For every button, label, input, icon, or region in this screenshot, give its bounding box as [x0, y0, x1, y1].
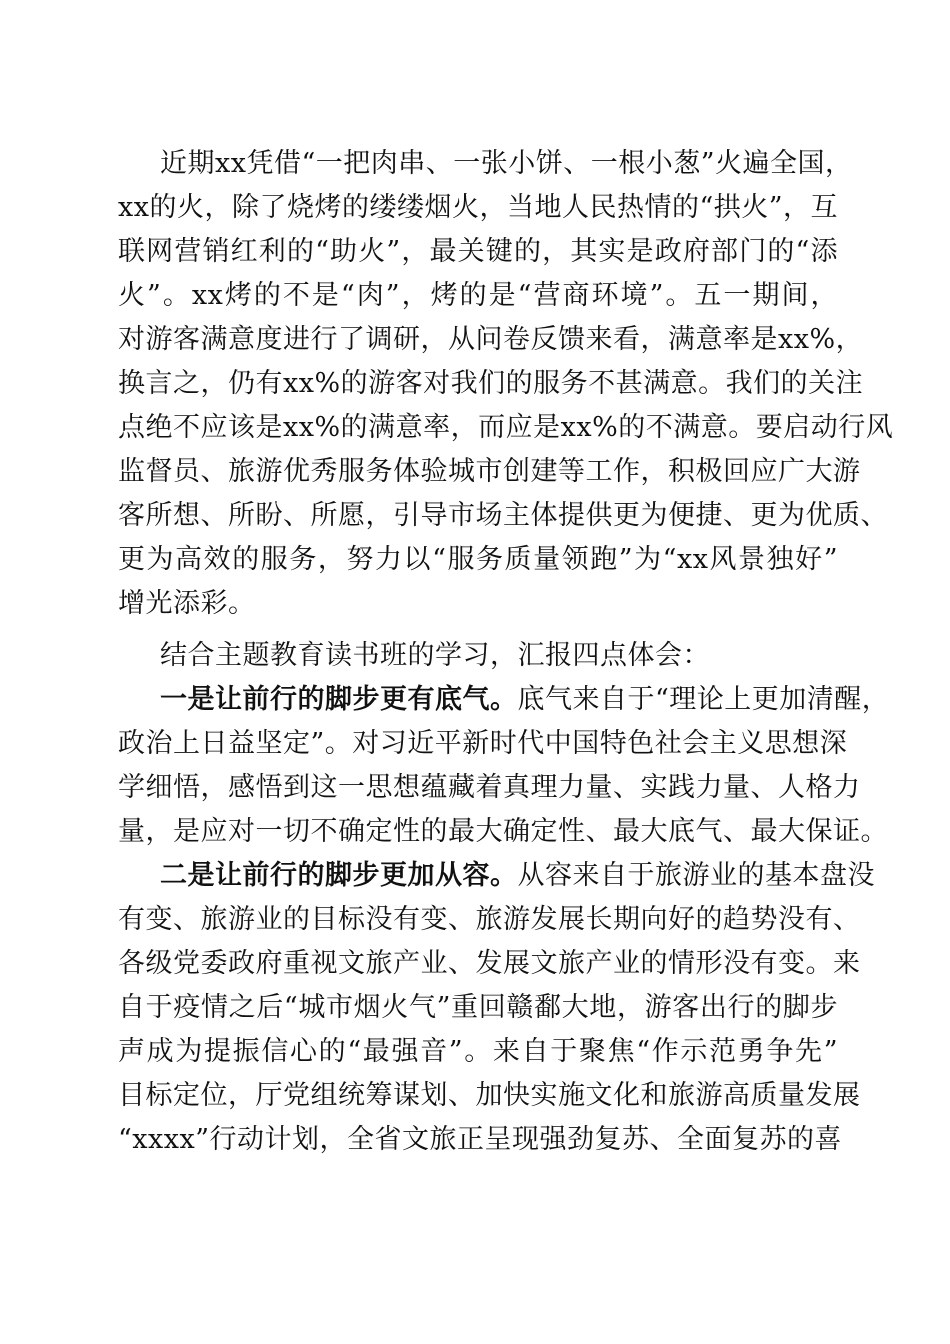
paragraph-line: xx的火，除了烧烤的缕缕烟火，当地人民热情的“拱火”，互 [118, 192, 839, 223]
paragraph-line: 目标定位，厅党组统筹谋划、加快实施文化和旅游高质量发展 [118, 1080, 861, 1111]
paragraph-line: 更为高效的服务，努力以“服务质量领跑”为“xx风景独好” [118, 544, 838, 575]
paragraph-line: 对游客满意度进行了调研，从问卷反馈来看，满意率是xx%， [118, 324, 864, 355]
paragraph-line: 换言之，仍有xx%的游客对我们的服务不甚满意。我们的关注 [118, 368, 864, 399]
paragraph-line: 结合主题教育读书班的学习，汇报四点体会： [160, 640, 710, 671]
paragraph-line: 自于疫情之后“城市烟火气”重回赣鄱大地，游客出行的脚步 [118, 992, 838, 1023]
paragraph-line: 火”。xx烤的不是“肉”，烤的是“营商环境”。五一期间， [118, 280, 838, 311]
paragraph-line: 学细悟，感悟到这一思想蕴藏着真理力量、实践力量、人格力 [118, 772, 861, 803]
paragraph-line-with-heading [160, 679, 890, 721]
paragraph-line: 联网营销红利的“助火”，最关键的，其实是政府部门的“添 [118, 236, 838, 267]
paragraph-line: 增光添彩。 [118, 588, 256, 619]
paragraph-line: 监督员、旅游优秀服务体验城市创建等工作，积极回应广大游 [118, 456, 861, 487]
paragraph-line: 政治上日益坚定”。对习近平新时代中国特色社会主义思想深 [118, 728, 848, 759]
paragraph-line: 近期xx凭借“一把肉串、一张小饼、一根小葱”火遍全国， [160, 148, 853, 179]
paragraph-line: 客所想、所盼、所愿，引导市场主体提供更为便捷、更为优质、 [118, 500, 888, 531]
point-two-text: 从容来自于旅游业的基本盘没 [517, 860, 875, 891]
point-two-heading: 二是让前行的脚步更加从容。 [160, 860, 518, 891]
paragraph-line: 有变、旅游业的目标没有变、旅游发展长期向好的趋势没有、 [118, 904, 861, 935]
paragraph-line: 量，是应对一切不确定性的最大确定性、最大底气、最大保证。 [118, 816, 888, 847]
point-one-heading: 一是让前行的脚步更有底气。 [160, 684, 518, 715]
point-one-text: 底气来自于“理论上更加清醒， [517, 684, 890, 715]
paragraph-line: 各级党委政府重视文旅产业、发展文旅产业的情形没有变。来 [118, 948, 861, 979]
paragraph-line: “xxxx”行动计划，全省文旅正呈现强劲复苏、全面复苏的喜 [118, 1124, 843, 1155]
paragraph-line: 声成为提振信心的“最强音”。来自于聚焦“作示范勇争先” [118, 1036, 838, 1067]
paragraph-line: 点绝不应该是xx%的满意率，而应是xx%的不满意。要启动行风 [118, 412, 894, 443]
paragraph-line-with-heading [160, 855, 875, 897]
